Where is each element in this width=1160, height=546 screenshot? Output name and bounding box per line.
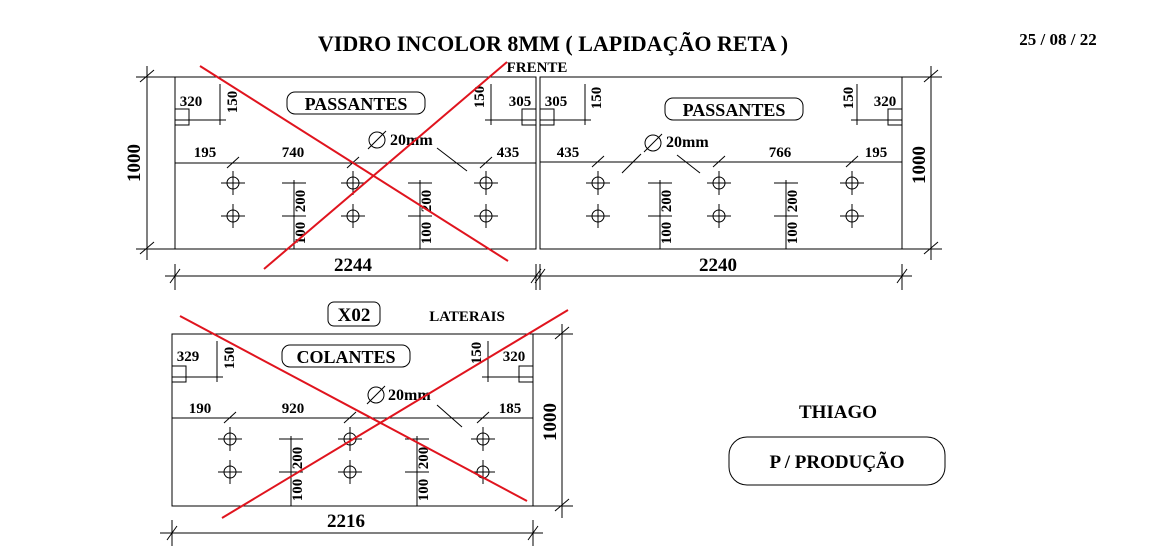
panel-3-v100a: 100: [290, 478, 306, 502]
panel-2-v100b: 100: [785, 221, 801, 245]
panel-2-height: 1000: [909, 146, 930, 184]
panel-1-width: 2244: [334, 255, 372, 276]
panel-1-dim-right: 435: [496, 145, 520, 161]
panel-2-corner-right: 320: [873, 94, 897, 110]
panel-1-height: 1000: [124, 144, 145, 182]
customer-name: THIAGO: [798, 402, 878, 423]
panel-3-dim-left: 190: [188, 401, 212, 417]
panel-2-dim-right: 195: [864, 145, 888, 161]
panel-1-dim-mid: 740: [281, 145, 305, 161]
panel-1-label: PASSANTES: [304, 94, 408, 114]
panel-3-height: 1000: [540, 403, 561, 441]
panel-3-v200a: 200: [290, 446, 306, 470]
panel-3-hole-size: 20mm: [388, 387, 431, 404]
panel-3-dim-right: 185: [498, 401, 522, 417]
panel-1-v100b: 100: [419, 221, 435, 245]
glass-panel-3: [160, 302, 573, 546]
panel-2-corner-right-v: 150: [841, 86, 857, 110]
panel-3-width: 2216: [327, 511, 365, 532]
panel-2-width: 2240: [699, 255, 737, 276]
panel-1-v200b: 200: [419, 189, 435, 213]
panel-2-v100a: 100: [659, 221, 675, 245]
panel-2-v200b: 200: [785, 189, 801, 213]
panel-1-dim-left: 195: [193, 145, 217, 161]
panel-2-hole-size: 20mm: [666, 134, 709, 151]
panel-1-corner-left: 320: [179, 94, 203, 110]
panel-3-corner-notch-left: [172, 366, 186, 382]
panel-1-v200a: 200: [293, 189, 309, 213]
drawing-title: VIDRO INCOLOR 8MM ( LAPIDAÇÃO RETA ): [317, 31, 789, 56]
panel-3-corner-left: 329: [176, 349, 200, 365]
glass-panel-2: [530, 66, 942, 290]
panel-1-corner-notch-left: [175, 109, 189, 125]
panel-3-qty: X02: [337, 305, 371, 326]
panel-3-corner-right-v: 150: [469, 341, 485, 365]
panel-3-dim-mid: 920: [281, 401, 305, 417]
panel-2-label: PASSANTES: [682, 100, 786, 120]
glass-panel-1: [124, 62, 546, 290]
panel-1-corner-notch-right: [522, 109, 536, 125]
panel-3-corner-notch-right: [519, 366, 533, 382]
panel-3-corner-left-v: 150: [222, 346, 238, 370]
panel-3-v100b: 100: [416, 478, 432, 502]
panel-3-v200b: 200: [416, 446, 432, 470]
panel-2-corner-notch-left: [540, 109, 554, 125]
panel-1-hole-size: 20mm: [390, 132, 433, 149]
front-label: FRENTE: [506, 60, 568, 76]
panel-3-side-label: LATERAIS: [429, 309, 505, 325]
panel-2-corner-notch-right: [888, 109, 902, 125]
panel-1-corner-right-v: 150: [472, 85, 488, 109]
production-stamp: P / PRODUÇÃO: [769, 452, 905, 473]
drawing-date: 25 / 08 / 22: [1019, 30, 1097, 49]
panel-1-v100a: 100: [293, 221, 309, 245]
panel-3-corner-right: 320: [502, 349, 526, 365]
panel-1-corner-right: 305: [508, 94, 532, 110]
panel-2-dim-mid: 766: [768, 145, 792, 161]
panel-2-v200a: 200: [659, 189, 675, 213]
panel-2-corner-left-v: 150: [589, 86, 605, 110]
panel-3-label: COLANTES: [296, 347, 396, 367]
panel-1-corner-left-v: 150: [225, 90, 241, 114]
panel-2-corner-left: 305: [544, 94, 568, 110]
panel-2-dim-left: 435: [556, 145, 580, 161]
